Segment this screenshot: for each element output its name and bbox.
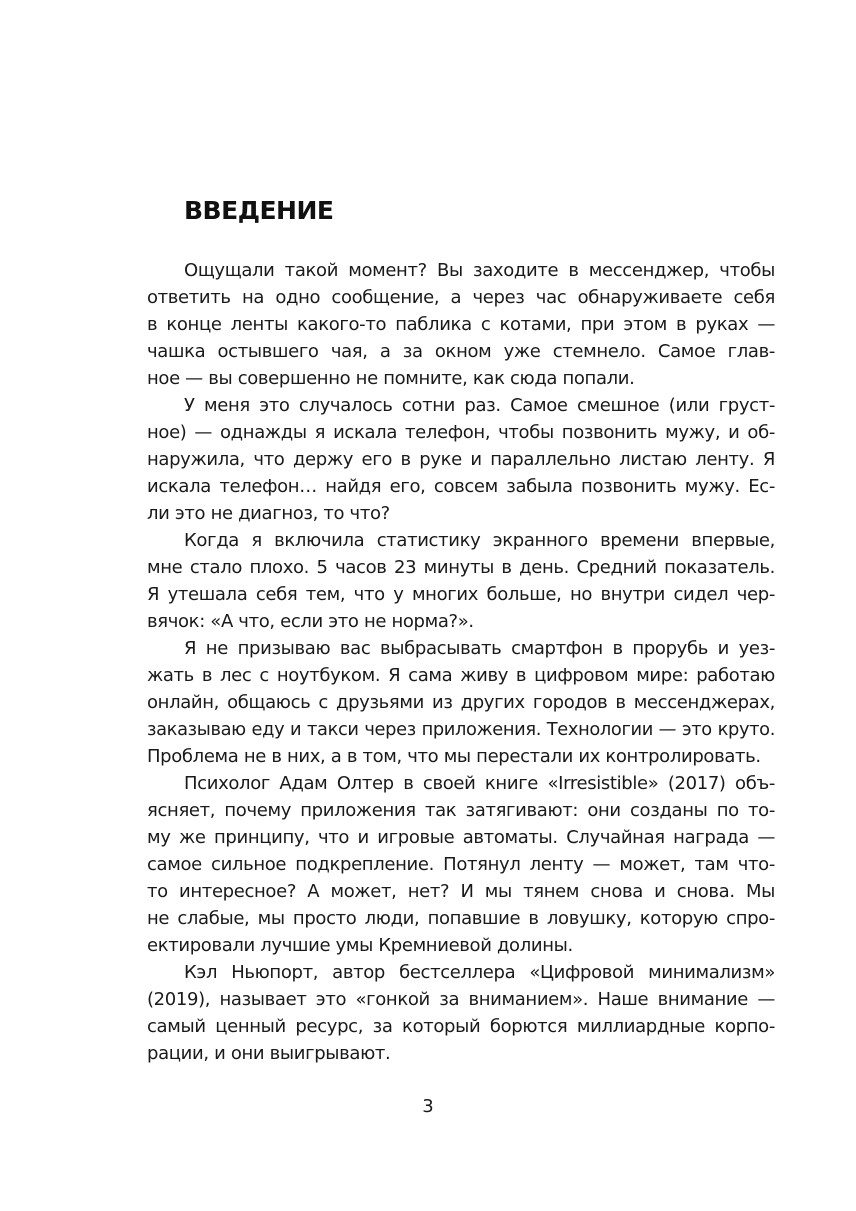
paragraph: [147, 959, 775, 1067]
text-line: самое сильное подкрепление. Потянул ленту — может, там что-: [147, 854, 775, 875]
paragraph: [147, 635, 775, 770]
text-line: то интересное? А может, нет? И мы тянем снова и снова. Мы: [147, 881, 775, 902]
text-line: рации, и они выигрывают.: [147, 1043, 391, 1064]
text-line: Психолог Адам Олтер в своей книге «Irresistible» (2017) объ-: [184, 773, 775, 794]
paragraph: [147, 257, 775, 392]
text-line: Я утешала себя тем, что у многих больше, но внутри сидел чер-: [147, 584, 775, 605]
text-line: самый ценный ресурс, за который борются миллиардные корпо-: [147, 1016, 775, 1037]
text-line: заказываю еду и такси через приложения. Технологии — это круто.: [147, 719, 775, 740]
text-line: ное — вы совершенно не помните, как сюда попали.: [147, 368, 635, 389]
text-line: мне стало плохо. 5 часов 23 минуты в день. Средний показатель.: [147, 557, 775, 578]
text-line: ответить на одно сообщение, а через час обнаруживаете себя: [147, 287, 775, 308]
text-line: в конце ленты какого-то паблика с котами, при этом в руках —: [147, 314, 775, 335]
text-line: му же принципу, что и игровые автоматы. Случайная награда —: [147, 827, 775, 848]
text-line: чашка остывшего чая, а за окном уже стемнело. Самое глав-: [147, 341, 775, 362]
chapter-heading: ВВЕДЕНИЕ: [184, 196, 334, 225]
text-line: ное) — однажды я искала телефон, чтобы позвонить мужу, и об-: [147, 422, 775, 443]
paragraph: [147, 770, 775, 959]
text-line: искала телефон… найдя его, совсем забыла позвонить мужу. Ес-: [147, 476, 775, 497]
text-line: ли это не диагноз, то что?: [147, 503, 390, 524]
text-line: ясняет, почему приложения так затягивают: они созданы по то-: [147, 800, 775, 821]
text-line: наружила, что держу его в руке и параллельно листаю ленту. Я: [147, 449, 775, 470]
text-line: Когда я включила статистику экранного времени впервые,: [184, 530, 775, 551]
text-line: Проблема не в них, а в том, что мы перестали их контролировать.: [147, 746, 761, 767]
text-line: жать в лес с ноутбуком. Я сама живу в цифровом мире: работаю: [147, 665, 775, 686]
page-number: 3: [422, 1096, 434, 1117]
body-text: [147, 257, 775, 1067]
text-line: (2019), называет это «гонкой за вниманием». Наше внимание —: [147, 989, 775, 1010]
paragraph: [147, 527, 775, 635]
text-line: У меня это случалось сотни раз. Самое смешное (или груст-: [184, 395, 775, 416]
text-line: онлайн, общаюсь с друзьями из других городов в мессенджерах,: [147, 692, 775, 713]
text-line: Ощущали такой момент? Вы заходите в мессенджер, чтобы: [184, 260, 775, 281]
text-line: не слабые, мы просто люди, попавшие в ловушку, которую спро-: [147, 908, 775, 929]
paragraph: [147, 392, 775, 527]
text-line: Кэл Ньюпорт, автор бестселлера «Цифровой минимализм»: [184, 962, 775, 983]
text-line: ектировали лучшие умы Кремниевой долины.: [147, 935, 573, 956]
text-line: вячок: «А что, если это не норма?».: [147, 611, 474, 632]
text-line: Я не призываю вас выбрасывать смартфон в прорубь и уез-: [184, 638, 775, 659]
